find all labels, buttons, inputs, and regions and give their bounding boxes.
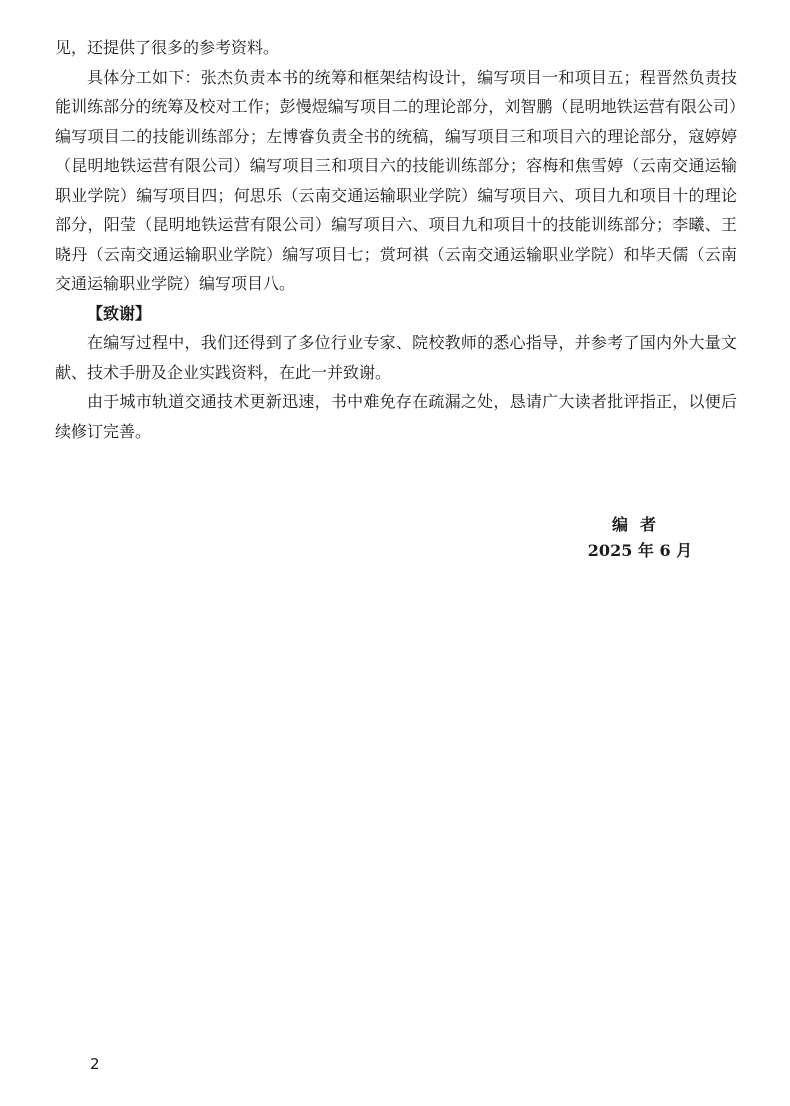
preface-body bbox=[55, 33, 737, 446]
acknowledgement-heading: 【致谢】 bbox=[87, 303, 152, 323]
page-number: 2 bbox=[90, 1055, 100, 1073]
continuation-paragraph: 见，还提供了很多的参考资料。 bbox=[55, 38, 280, 57]
signature-author: 编者 bbox=[611, 515, 668, 534]
closing-paragraph: 由于城市轨道交通技术更新迅速，书中难免存在疏漏之处，恳请广大读者批评指正，以便后续修订完善。 bbox=[55, 392, 737, 441]
acknowledgement-paragraph: 在编写过程中，我们还得到了多位行业专家、院校教师的悉心指导，并参考了国内外大量文献、技术手册及企业实践资料，在此一并致谢。 bbox=[55, 333, 737, 382]
division-of-labor-paragraph: 具体分工如下：张杰负责本书的统筹和框架结构设计，编写项目一和项目五；程晋然负责技能训练部分的统筹及校对工作；彭慢煜编写项目二的理论部分，刘智鹏（昆明地铁运营有限公司）编写项目二的技能训练部分；左博睿负责全书的统稿，编写项目三和项目六的理论部分，寇婷婷（昆明地铁运营有限公司）编写项目三和项目六的技能训练部分；容梅和焦雪婷（云南交通运输职业学院）编写项目四；何思乐（云南交通运输职业学院）编写项目六、项目九和项目十的理论部分，阳莹（昆明地铁运营有限公司）编写项目六、项目九和项目十的技能训练部分；李曦、王晓丹（云南交通运输职业学院）编写项目七；赏珂祺（云南交通运输职业学院）和毕天儒（云南交通运输职业学院）编写项目八。 bbox=[55, 67, 737, 293]
signature-date: 2025 年 6 月 bbox=[587, 541, 693, 560]
